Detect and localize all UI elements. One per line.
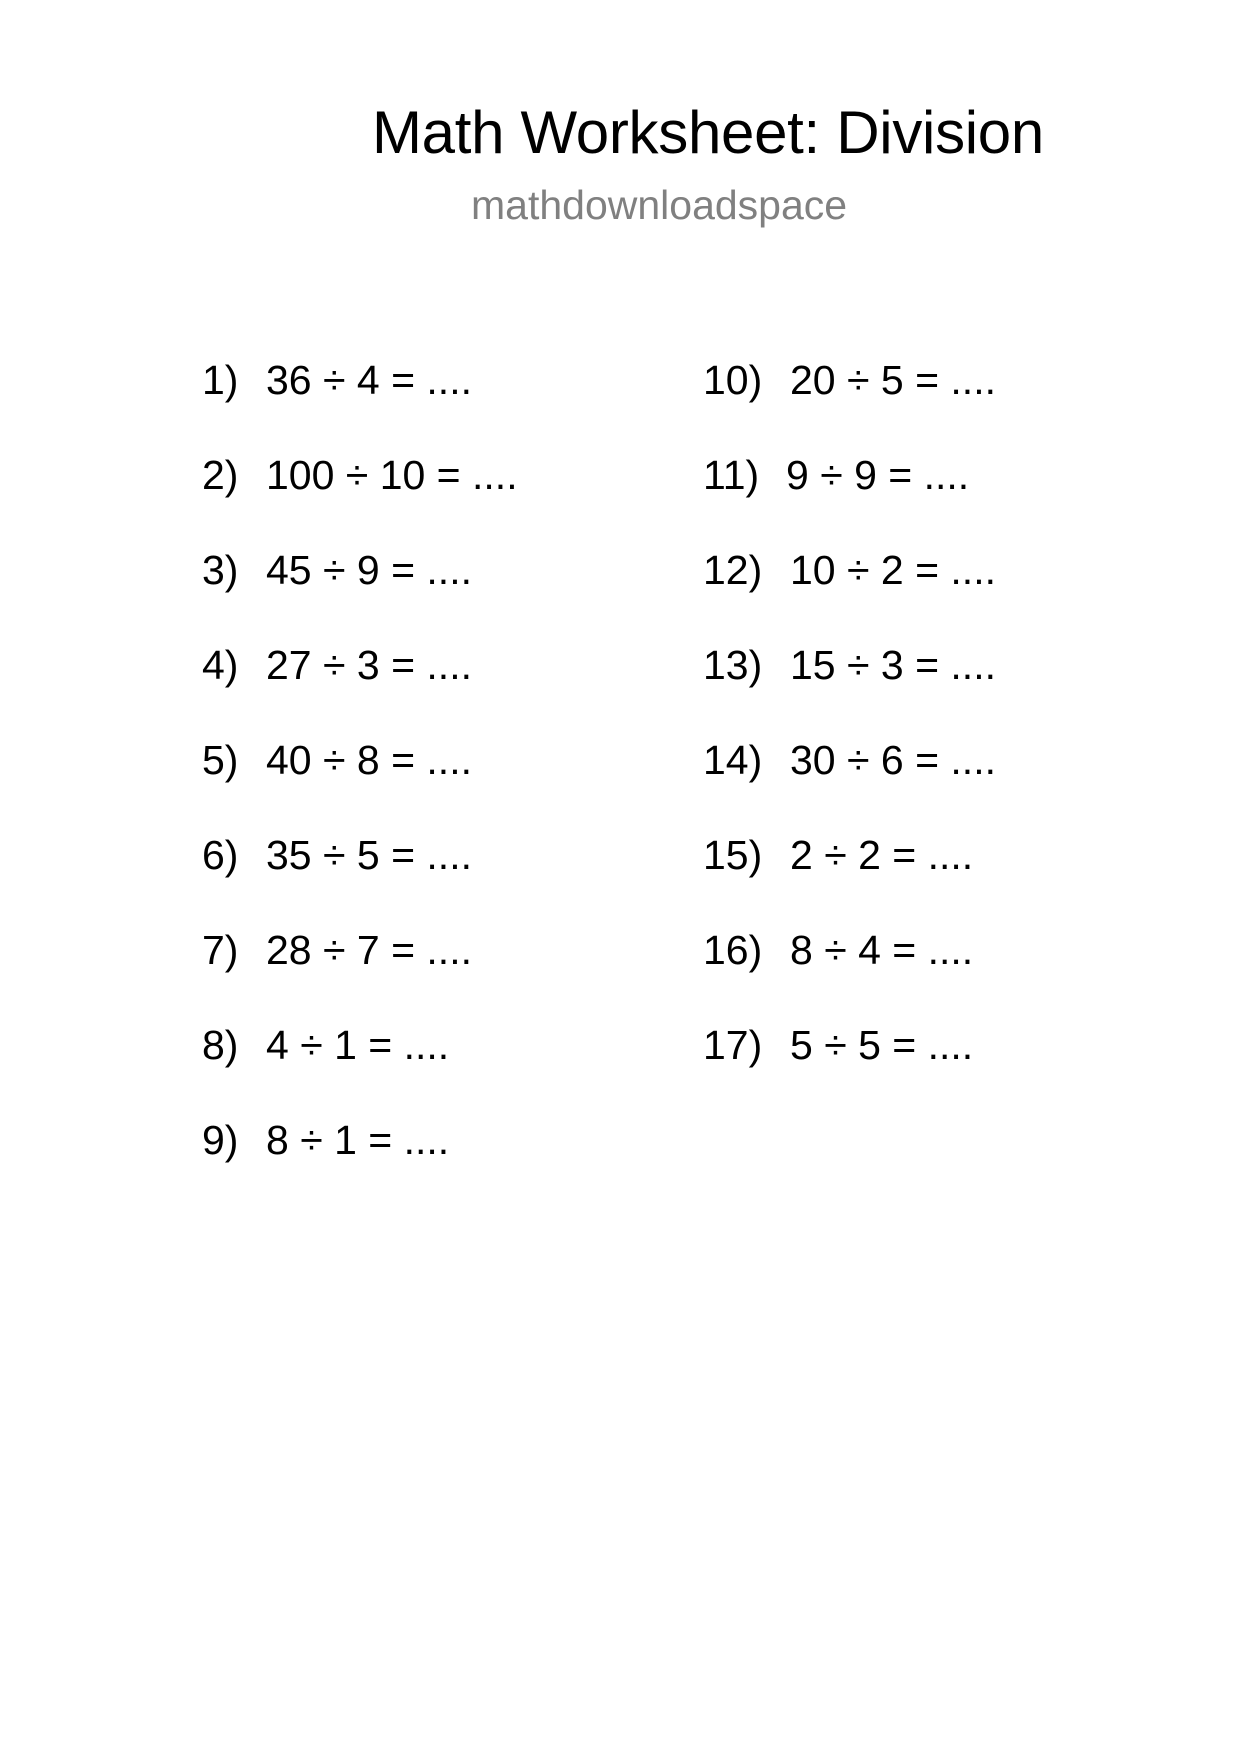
problem-number: 15) (703, 832, 763, 878)
problem-expression: 36 ÷ 4 = .... (266, 357, 472, 403)
problem-number: 16) (703, 927, 763, 973)
problem-expression: 35 ÷ 5 = .... (266, 832, 472, 878)
problem-expression: 2 ÷ 2 = .... (790, 832, 974, 878)
problem-number: 5) (202, 737, 239, 783)
problem-expression: 30 ÷ 6 = .... (790, 737, 996, 783)
problem-number: 3) (202, 547, 239, 593)
problem-expression: 100 ÷ 10 = .... (266, 452, 518, 498)
problem-number: 12) (703, 547, 763, 593)
problem-number: 8) (202, 1022, 239, 1068)
problem-number: 14) (703, 737, 763, 783)
problem-expression: 15 ÷ 3 = .... (790, 642, 996, 688)
problem-number: 10) (703, 357, 763, 403)
problem-number: 7) (202, 927, 239, 973)
problem-expression: 4 ÷ 1 = .... (266, 1022, 450, 1068)
problem-number: 6) (202, 832, 239, 878)
problem-expression: 9 ÷ 9 = .... (786, 452, 970, 498)
page-title: Math Worksheet: Division (372, 99, 1044, 166)
problem-expression: 10 ÷ 2 = .... (790, 547, 996, 593)
problem-number: 2) (202, 452, 239, 498)
problem-number: 17) (703, 1022, 763, 1068)
problem-expression: 27 ÷ 3 = .... (266, 642, 472, 688)
problem-number: 1) (202, 357, 239, 403)
problem-number: 13) (703, 642, 763, 688)
problem-expression: 5 ÷ 5 = .... (790, 1022, 974, 1068)
problem-expression: 8 ÷ 1 = .... (266, 1117, 450, 1163)
problem-number: 11) (703, 452, 760, 498)
page-subtitle: mathdownloadspace (471, 182, 848, 228)
problem-expression: 20 ÷ 5 = .... (790, 357, 996, 403)
problem-number: 4) (202, 642, 239, 688)
problem-expression: 8 ÷ 4 = .... (790, 927, 974, 973)
problem-number: 9) (202, 1117, 239, 1163)
problem-expression: 40 ÷ 8 = .... (266, 737, 472, 783)
problem-expression: 28 ÷ 7 = .... (266, 927, 472, 973)
problem-expression: 45 ÷ 9 = .... (266, 547, 472, 593)
